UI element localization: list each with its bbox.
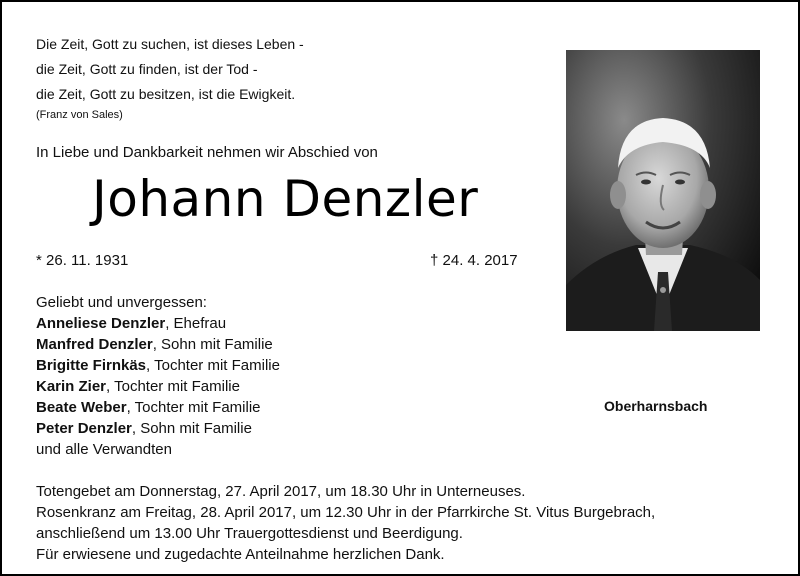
deceased-name: Johann Denzler: [92, 170, 479, 228]
death-date: † 24. 4. 2017: [430, 252, 518, 269]
service-line: anschließend um 13.00 Uhr Trauergottesdienst und Beerdigung.: [36, 525, 463, 542]
service-info: [36, 481, 655, 565]
mourners-list: [36, 292, 280, 460]
mourner-relation: , Ehefrau: [165, 315, 227, 332]
mourner-item: [36, 376, 280, 397]
mourner-name: Beate Weber: [36, 399, 127, 416]
mourner-name: Karin Zier: [36, 378, 107, 395]
mourner-name: Peter Denzler: [36, 420, 132, 437]
intro-text: In Liebe und Dankbarkeit nehmen wir Abschied von: [36, 144, 378, 161]
quote-line: die Zeit, Gott zu finden, ist der Tod -: [36, 61, 258, 77]
service-line: Für erwiesene und zugedachte Anteilnahme herzlichen Dank.: [36, 546, 445, 563]
mourners-footer: und alle Verwandten: [36, 441, 172, 458]
mourner-relation: , Sohn mit Familie: [131, 420, 252, 437]
portrait-photo: [566, 50, 760, 331]
mourner-relation: , Sohn mit Familie: [152, 336, 273, 353]
mourners-heading: Geliebt und unvergessen:: [36, 294, 207, 311]
mourner-item: [36, 397, 280, 418]
mourner-relation: , Tochter mit Familie: [106, 378, 240, 395]
service-line: Rosenkranz am Freitag, 28. April 2017, um 12.30 Uhr in der Pfarrkirche St. Vitus Burgebrach,: [36, 504, 656, 521]
mourner-item: [36, 418, 280, 439]
mourner-name: Anneliese Denzler: [36, 315, 166, 332]
mourner-relation: , Tochter mit Familie: [126, 399, 261, 416]
birth-date: * 26. 11. 1931: [36, 252, 129, 269]
quote-author: (Franz von Sales): [36, 109, 123, 121]
mourner-name: Brigitte Firnkäs: [36, 357, 147, 374]
quote-line: die Zeit, Gott zu besitzen, ist die Ewigkeit.: [36, 86, 296, 102]
mourner-name: Manfred Denzler: [36, 336, 153, 353]
place-name: Oberharnsbach: [604, 398, 708, 414]
mourner-relation: , Tochter mit Familie: [146, 357, 280, 374]
mourner-item: [36, 334, 280, 355]
quote-block: [36, 32, 304, 123]
mourner-item: [36, 313, 280, 334]
mourner-item: [36, 355, 280, 376]
portrait-illustration: [566, 50, 760, 331]
service-line: Totengebet am Donnerstag, 27. April 2017, um 18.30 Uhr in Unterneuses.: [36, 483, 526, 500]
quote-line: Die Zeit, Gott zu suchen, ist dieses Leben -: [36, 36, 304, 52]
